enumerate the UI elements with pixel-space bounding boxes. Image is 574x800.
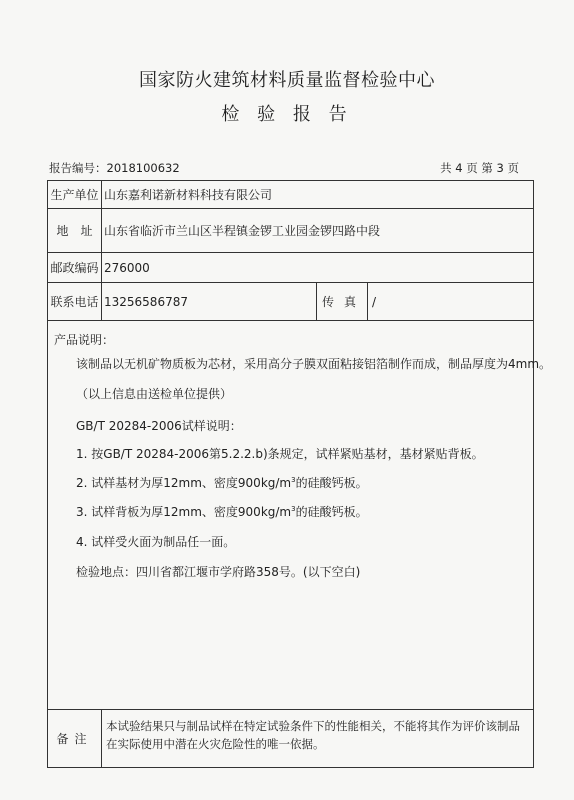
- fax-value: /: [372, 294, 377, 309]
- manufacturer-label: 生产单位: [48, 181, 102, 208]
- fax-divider-left: [316, 283, 317, 320]
- superscript: 3: [291, 476, 296, 484]
- list-item-2: [76, 474, 368, 491]
- description-title: 产品说明：: [54, 333, 115, 347]
- fax-label: 传真: [321, 295, 366, 309]
- note-row: [48, 710, 533, 767]
- manufacturer-row: [48, 181, 533, 209]
- phone-label: 联系电话: [48, 283, 102, 320]
- contact-row: [48, 283, 533, 321]
- phone-value: 13256586787: [104, 294, 188, 309]
- address-value: 山东省临沂市兰山区半程镇金锣工业园金锣四路中段: [104, 224, 381, 238]
- list-item-2-tail: 的硅酸钙板。: [295, 476, 368, 490]
- address-row: [48, 209, 533, 253]
- list-item-2-text: 2. 试样基材为厚12mm、密度900kg/m: [76, 476, 292, 490]
- doc-title: 检 验 报 告: [221, 104, 353, 125]
- list-item-1: 1. 按GB/T 20284-2006第5.2.2.b)条规定，试样紧贴基材，基材紧贴背板。: [76, 447, 484, 461]
- address-label: 地 址: [48, 209, 102, 252]
- list-item-4: 4. 试样受火面为制品任一面。: [76, 535, 236, 549]
- test-location: 检验地点：四川省都江堰市学府路358号。(以下空白): [76, 565, 361, 579]
- list-item-3-text: 3. 试样背板为厚12mm、密度900kg/m: [76, 505, 292, 519]
- standard-heading: GB/T 20284-2006试样说明：: [76, 419, 242, 433]
- list-item-3-tail: 的硅酸钙板。: [295, 505, 368, 519]
- postcode-value: 276000: [104, 260, 150, 275]
- info-source-note: （以上信息由送检单位提供）: [76, 387, 233, 401]
- postcode-label: 邮政编码: [48, 253, 102, 282]
- note-text: 本试验结果只与制品试样在特定试验条件下的性能相关，不能将其作为评价该制品在实际使用中潜在火灾危险性的唯一依据。: [106, 719, 520, 751]
- manufacturer-value: 山东嘉利诺新材料科技有限公司: [104, 188, 273, 202]
- page-info: 共 4 页 第 3 页: [440, 161, 519, 175]
- report-table: [47, 180, 552, 768]
- fax-divider-right: [367, 283, 368, 320]
- postcode-row: [48, 253, 533, 283]
- product-description: [48, 321, 552, 710]
- note-label: 备注: [48, 710, 102, 767]
- description-paragraph: 该制品以无机矿物质板为芯材，采用高分子膜双面粘接铝箔制作而成，制品厚度为4mm。: [76, 357, 552, 371]
- org-title: 国家防火建筑材料质量监督检验中心: [139, 70, 435, 91]
- superscript: 3: [291, 505, 296, 513]
- report-number: 报告编号：2018100632: [49, 161, 180, 175]
- list-item-3: [76, 503, 368, 520]
